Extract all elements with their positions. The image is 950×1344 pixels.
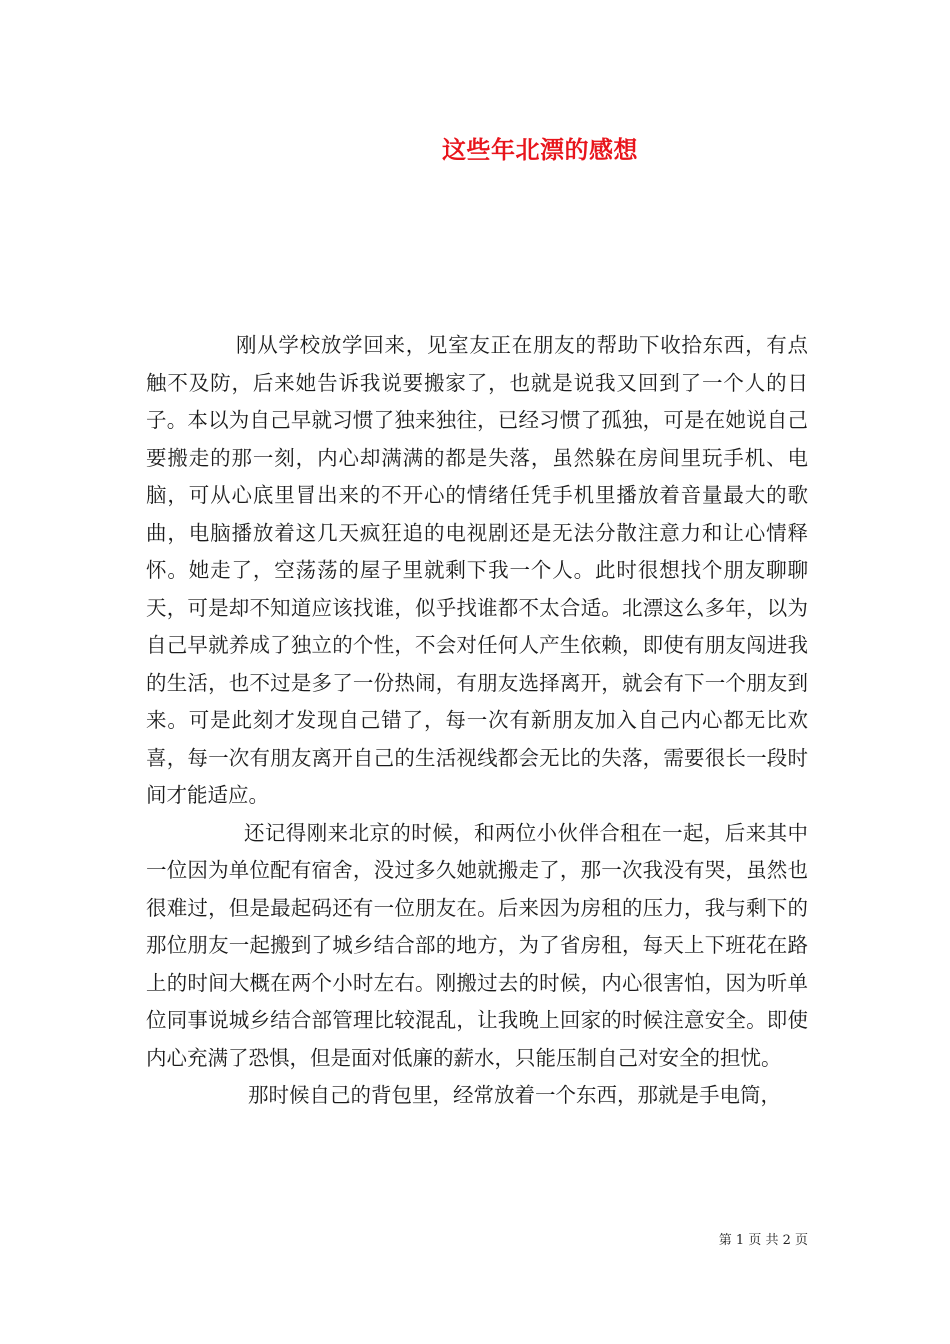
paragraph-3: 那时候自己的背包里，经常放着一个东西，那就是手电筒， bbox=[248, 1083, 781, 1107]
page-number-footer: 第 1 页 共 2 页 bbox=[718, 1233, 808, 1248]
paragraph-1: 刚从学校放学回来，见室友正在朋友的帮助下收拾东西，有点触不及防，后来她告诉我说要搬家了，也就是说我又回到了一个人的日子。本以为自己早就习惯了独来独往，已经习惯了孤独，可是在她说自己要搬走的那一刻，内心却满满的都是失落，虽然躲在房间里玩手机、电脑，可从心底里冒出来的不开心的情绪任凭手机里播放着音量最大的歌曲，电脑播放着这几天疯狂追的电视剧还是无法分散注意力和让心情释怀。她走了，空荡荡的屋子里就剩下我一个人。此时很想找个朋友聊聊天，可是却不知道应该找谁，似乎找谁都不太合适。北漂这么多年，以为自己早就养成了独立的个性，不会对任何人产生依赖，即使有朋友闯进我的生活，也不过是多了一份热闹，有朋友选择离开，就会有下一个朋友到来。可是此刻才发现自己错了，每一次有新朋友加入自己内心都无比欢喜，每一次有朋友离开自己的生活视线都会无比的失落，需要很长一段时间才能适应。 bbox=[146, 333, 808, 807]
paragraph-2: 还记得刚来北京的时候，和两位小伙伴合租在一起，后来其中一位因为单位配有宿舍，没过多久她就搬走了，那一次我没有哭，虽然也很难过，但是最起码还有一位朋友在。后来因为房租的压力，我与剩下的那位朋友一起搬到了城乡结合部的地方，为了省房租，每天上下班花在路上的时间大概在两个小时左右。刚搬过去的时候，内心很害怕，因为听单位同事说城乡结合部管理比较混乱，让我晚上回家的时候注意安全。即使内心充满了恐惧，但是面对低廉的薪水，只能压制自己对安全的担忧。 bbox=[146, 820, 808, 1070]
document-title: 这些年北漂的感想 bbox=[442, 135, 638, 164]
document-body bbox=[146, 327, 808, 1115]
